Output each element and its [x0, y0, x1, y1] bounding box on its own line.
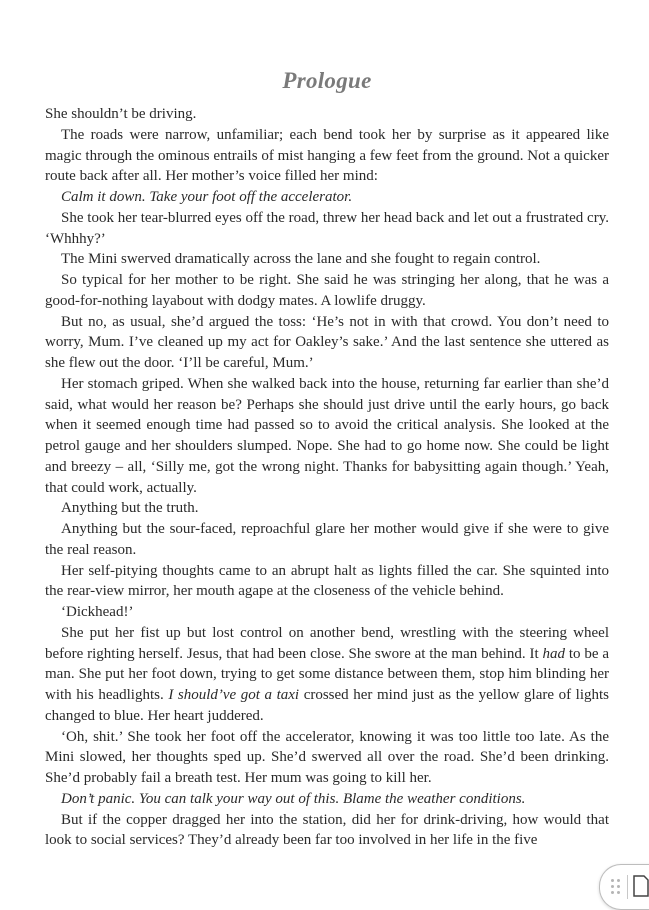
paragraph-italic: Don’t panic. You can talk your way out of this. Blame the weather conditions.	[61, 790, 526, 807]
paragraph: But if the copper dragged her into the station, did her for drink-driving, how would that look to social services? They’d already been far too involved in her life in the five	[45, 811, 609, 849]
paragraph: Anything but the sour-faced, reproachful glare her mother would give if she were to give the real reason.	[45, 521, 609, 558]
paragraph: Anything but the truth.	[61, 500, 199, 517]
paragraph: ‘Dickhead!’	[61, 604, 134, 620]
paragraph-mixed	[45, 623, 609, 727]
paragraph: ‘Oh, shit.’ She took her foot off the accelerator, knowing it was too little too late. As the Mini slowed, her thoughts sped up. She’d swerved all over the road. She’d been drinking. She’d probably fail a breath test. Her mum was going to kill her.	[45, 728, 609, 786]
paragraph-run: She put her fist up but lost control on another bend, wrestling with the steering wheel before righting herself. Jesus, that had been close. She swore at the man behind. It	[45, 624, 609, 662]
paragraph: So typical for her mother to be right. She said he was stringing her along, that he was a good-for-nothing layabout with dodgy mates. A lowlife druggy.	[45, 272, 609, 309]
toolbar-divider	[627, 875, 628, 899]
emphasis-run: had	[542, 645, 565, 662]
paragraph: But no, as usual, she’d argued the toss: ‘He’s not in with that crowd. You don’t need to worry, Mum. I’ve cleaned up my act for Oakley’s sake.’ And the last sentence she uttered as she flew out the door. ‘I’ll be careful, Mum.’	[45, 313, 609, 371]
paragraph-italic: Calm it down. Take your foot off the accelerator.	[61, 189, 353, 205]
document-icon[interactable]	[633, 875, 649, 897]
paragraph: She took her tear-blurred eyes off the road, threw her head back and let out a frustrated cry. ‘Whhhy?’	[45, 209, 609, 247]
reader-toolbar-widget[interactable]	[599, 864, 649, 910]
emphasis-run: I should’ve got a taxi	[168, 687, 300, 703]
drag-handle-icon[interactable]	[611, 879, 621, 895]
chapter-title: Prologue	[282, 68, 372, 93]
paragraph-run: crossed her mind just as the yellow glare of lights changed to blue. Her heart juddered.	[45, 687, 609, 724]
paragraph-run: to be a man. She put her foot down, trying to get some distance between them, stop him blinding her with his headlights.	[45, 645, 610, 703]
paragraph: The Mini swerved dramatically across the lane and she fought to regain control.	[61, 251, 541, 268]
paragraph: Her stomach griped. When she walked back into the house, returning far earlier than she’d said, what would her reason be? Perhaps she should just drive until the early hours, go back when it seemed enough time had passed so to avoid the critical analysis. She looked at the petrol gauge and her shoulders slumped. Nope. She had to go home now. She could be light and breezy – all, ‘Silly me, got the wrong night. Thanks for babysitting again though.’ Yeah, that could work, actually.	[45, 375, 609, 496]
paragraph: The roads were narrow, unfamiliar; each bend took her by surprise as it appeared like magic through the ominous entrails of mist hanging a few feet from the ground. Not a quicker route back after all. Her mother’s voice filled her mind:	[45, 126, 609, 185]
paragraph: She shouldn’t be driving.	[45, 106, 197, 122]
paragraph: Her self-pitying thoughts came to an abrupt halt as lights filled the car. She squinted into the rear-view mirror, her mouth agape at the closeness of the vehicle behind.	[45, 562, 609, 600]
document-page	[45, 66, 609, 851]
